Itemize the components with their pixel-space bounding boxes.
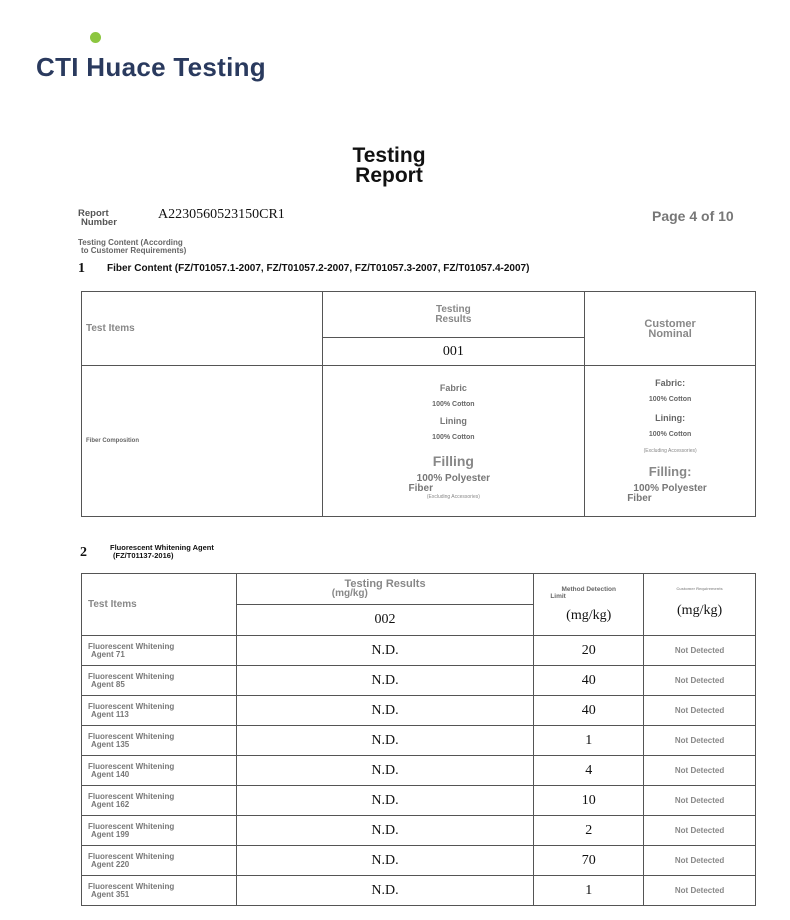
fwa-mdl: 10	[534, 786, 644, 816]
fwa-item-name-2: Agent 140	[91, 769, 130, 779]
fwa-requirement: Not Detected	[644, 636, 756, 666]
fwa-item-name-2: Agent 162	[91, 799, 130, 809]
fwa-mdl: 40	[534, 666, 644, 696]
report-number-label	[78, 209, 117, 227]
table-row	[82, 786, 756, 816]
table-row	[82, 816, 756, 846]
fiber-nominal-cell	[585, 366, 756, 517]
report-number: A2230560523150CR1	[158, 207, 285, 222]
fiber-result-cell	[322, 366, 585, 517]
table-row	[82, 666, 756, 696]
fwa-item-name-1: Fluorescent Whitening	[88, 791, 175, 801]
fwa-mdl: 2	[534, 816, 644, 846]
nominal-filling-value-2: Fiber	[627, 493, 652, 504]
fwa-mdl: 1	[534, 726, 644, 756]
fwa-item-name-2: Agent 71	[91, 649, 125, 659]
fwa-mdl: 1	[534, 876, 644, 906]
fwa-result: N.D.	[236, 726, 534, 756]
fwa-requirement: Not Detected	[644, 786, 756, 816]
section1-title: Fiber Content (FZ/T01057.1-2007, FZ/T01057.2-2007, FZ/T01057.3-2007, FZ/T01057.4-2007)	[107, 263, 530, 274]
fwa-result: N.D.	[236, 846, 534, 876]
col-customer-nominal	[585, 292, 756, 366]
table-row	[82, 726, 756, 756]
fwa-result: N.D.	[236, 696, 534, 726]
col-testing-results-2-line2: (mg/kg)	[331, 588, 368, 599]
col-testing-results-1: Testing	[435, 303, 471, 315]
result-filling-label: Filling	[432, 452, 474, 469]
fwa-item-name-1: Fluorescent Whitening	[88, 671, 175, 681]
report-title	[330, 146, 448, 186]
fwa-item-name-1: Fluorescent Whitening	[88, 761, 175, 771]
table-row	[82, 846, 756, 876]
report-number-label-1: Report	[78, 208, 109, 219]
section2-number: 2	[80, 545, 87, 560]
fwa-rows	[82, 636, 756, 906]
fwa-item-name-2: Agent 113	[91, 709, 129, 719]
result-lining-label: Lining	[439, 415, 467, 426]
fwa-item-name-2: Agent 220	[91, 859, 130, 869]
sample-002: 002	[236, 605, 534, 636]
fwa-requirement: Not Detected	[644, 696, 756, 726]
fwa-item-name	[82, 786, 237, 816]
result-filling-value-2: Fiber	[408, 482, 433, 494]
fwa-mdl: 40	[534, 696, 644, 726]
col-testing-results	[322, 292, 585, 338]
result-fabric-value: 100% Cotton	[432, 400, 475, 408]
fiber-content-table	[81, 291, 756, 517]
col-testing-results-2: Results	[435, 313, 472, 325]
fwa-item-name-2: Agent 85	[91, 679, 125, 689]
fwa-result: N.D.	[236, 666, 534, 696]
col-test-items-2: Test Items	[82, 574, 237, 636]
fwa-requirement: Not Detected	[644, 666, 756, 696]
fwa-item-name-1: Fluorescent Whitening	[88, 851, 175, 861]
nominal-fabric-label: Fabric:	[655, 378, 686, 388]
section2-title-1: Fluorescent Whitening Agent	[110, 543, 214, 552]
fwa-item-name	[82, 816, 237, 846]
fwa-mdl: 70	[534, 846, 644, 876]
fwa-item-name	[82, 636, 237, 666]
col-testing-results-2	[236, 574, 534, 605]
table-row	[82, 696, 756, 726]
fwa-item-name-1: Fluorescent Whitening	[88, 881, 175, 891]
page-number: Page 4 of 10	[652, 208, 734, 224]
nominal-lining-label: Lining:	[655, 413, 686, 423]
fwa-item-name	[82, 846, 237, 876]
col-testing-results-2-line1: Testing Results	[344, 578, 426, 590]
result-fabric-label: Fabric	[439, 382, 467, 393]
testing-content-line1: Testing Content (According	[78, 238, 183, 247]
fwa-result: N.D.	[236, 756, 534, 786]
sample-001: 001	[322, 338, 585, 366]
col-req-label: Customer Requirements	[676, 586, 723, 591]
nominal-fabric-value: 100% Cotton	[648, 396, 692, 403]
nominal-filling-label: Filling:	[648, 464, 692, 479]
nominal-excluding: (Excluding Accessories)	[643, 448, 697, 454]
col-mdl-1: Method Detection	[561, 586, 616, 593]
fwa-result: N.D.	[236, 636, 534, 666]
col-method-detection-limit	[534, 574, 644, 636]
result-excluding: (Excluding Accessories)	[426, 493, 480, 500]
report-title-line1: Testing	[352, 144, 426, 167]
fwa-item-name-2: Agent 199	[91, 829, 130, 839]
section1-number: 1	[78, 261, 85, 276]
table-row	[82, 876, 756, 906]
result-filling-value-1: 100% Polyester	[416, 472, 491, 484]
table-row	[82, 756, 756, 786]
fwa-item-name-2: Agent 135	[91, 739, 130, 749]
fwa-item-name	[82, 726, 237, 756]
section2-title-2: (FZ/T01137-2016)	[113, 551, 174, 560]
fwa-requirement: Not Detected	[644, 846, 756, 876]
nominal-filling-value-1: 100% Polyester	[633, 483, 707, 494]
col-req-unit: (mg/kg)	[677, 603, 723, 618]
report-number-label-2: Number	[81, 217, 117, 228]
col-customer-nominal-2: Nominal	[648, 327, 692, 340]
fwa-item-name	[82, 666, 237, 696]
report-title-line2: Report	[355, 164, 423, 187]
fwa-result: N.D.	[236, 816, 534, 846]
fwa-mdl: 4	[534, 756, 644, 786]
fwa-result: N.D.	[236, 786, 534, 816]
fwa-item-name-1: Fluorescent Whitening	[88, 701, 175, 711]
result-lining-value: 100% Cotton	[432, 433, 475, 441]
col-mdl-2: Limit	[550, 593, 566, 600]
fwa-item-name-1: Fluorescent Whitening	[88, 641, 175, 651]
brand-name: CTI Huace Testing	[36, 52, 266, 82]
fwa-mdl: 20	[534, 636, 644, 666]
fwa-item-name-1: Fluorescent Whitening	[88, 731, 175, 741]
col-test-items: Test Items	[82, 292, 323, 366]
logo-dot-icon	[90, 32, 101, 43]
fwa-requirement: Not Detected	[644, 876, 756, 906]
section2-title	[110, 544, 214, 560]
fwa-item-name	[82, 756, 237, 786]
fwa-item-name-1: Fluorescent Whitening	[88, 821, 175, 831]
fwa-item-name-2: Agent 351	[91, 889, 130, 899]
col-mdl-unit: (mg/kg)	[566, 608, 612, 623]
fwa-item-name	[82, 696, 237, 726]
fwa-requirement: Not Detected	[644, 816, 756, 846]
testing-content-label	[78, 239, 186, 255]
fwa-requirement: Not Detected	[644, 756, 756, 786]
fluorescent-whitening-table	[81, 573, 756, 906]
col-customer-nominal-1: Customer	[644, 317, 696, 330]
fwa-result: N.D.	[236, 876, 534, 906]
fiber-composition-label: Fiber Composition	[82, 366, 323, 517]
table-row	[82, 636, 756, 666]
col-customer-requirements	[644, 574, 756, 636]
testing-content-line2: to Customer Requirements)	[81, 246, 187, 255]
fwa-requirement: Not Detected	[644, 726, 756, 756]
nominal-lining-value: 100% Cotton	[648, 431, 692, 438]
fwa-item-name	[82, 876, 237, 906]
